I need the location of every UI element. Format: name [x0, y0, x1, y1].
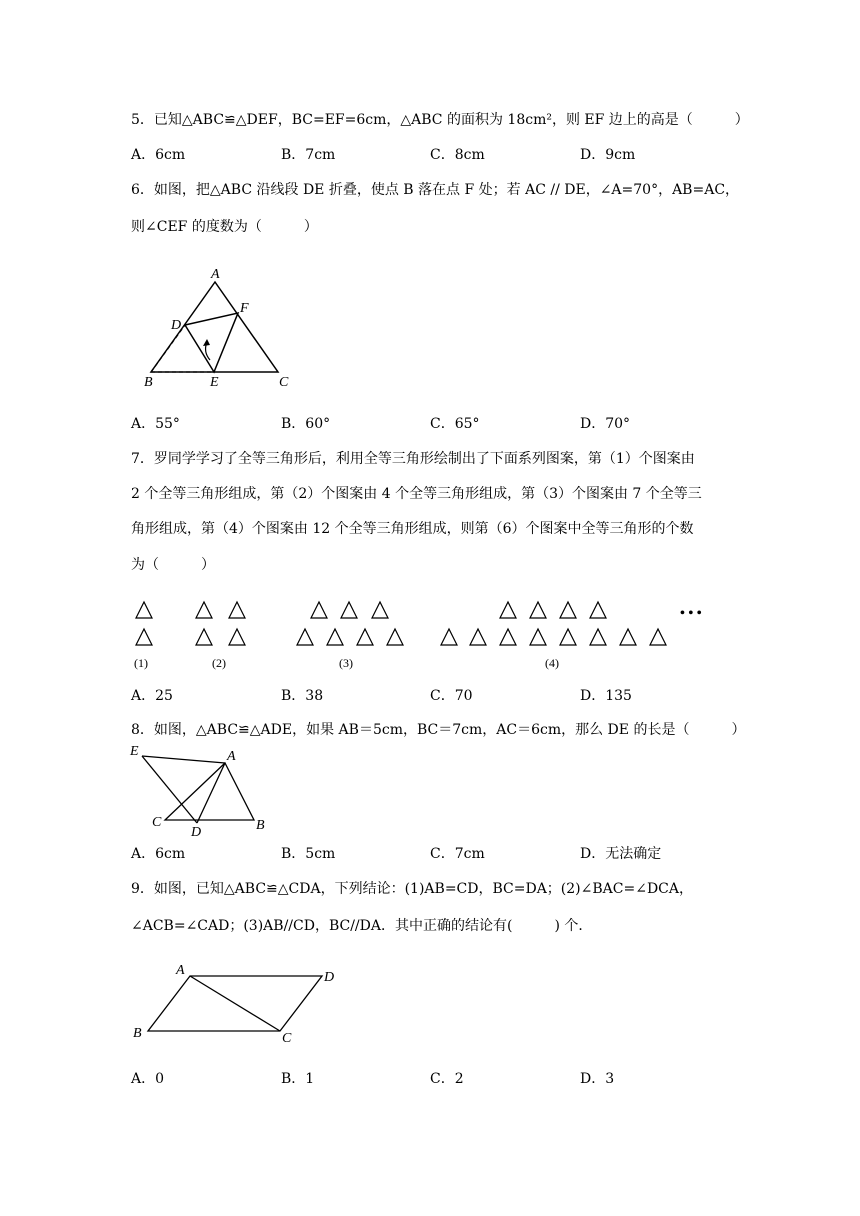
- triangle: [500, 629, 516, 645]
- q9-line1: 9．如图，已知△ABC≌△CDA，下列结论：(1)AB=CD，BC=DA；(2)∠BAC=∠DCA，: [131, 881, 693, 897]
- q6-option-d: D．70°: [580, 416, 631, 432]
- label-c: C: [279, 375, 289, 390]
- segment-ed: [142, 756, 197, 823]
- q5-option-a: A．6cm: [131, 147, 186, 163]
- q6-option-a: A．55°: [131, 416, 180, 432]
- label-e: E: [130, 744, 139, 759]
- q7-line2: 2 个全等三角形组成，第（2）个图案由 4 个全等三角形组成，第（3）个图案由 7 个全等三: [131, 486, 702, 502]
- segment-ad: [197, 763, 225, 823]
- q9-parallelogram-figure: [128, 958, 358, 1048]
- q9-option-a: A．0: [131, 1071, 165, 1087]
- triangle: [196, 629, 212, 645]
- triangle: [327, 629, 343, 645]
- triangle: [560, 602, 576, 618]
- q8-option-a: A．6cm: [131, 846, 186, 862]
- label-c: C: [152, 815, 162, 830]
- triangle: [229, 629, 245, 645]
- q9-option-d: D．3: [580, 1071, 615, 1087]
- pattern-label-2: (2): [212, 656, 226, 670]
- folded-triangle-def: [185, 313, 238, 372]
- triangle: [229, 602, 245, 618]
- label-a: A: [176, 963, 185, 978]
- triangle: [590, 602, 606, 618]
- triangle: [470, 629, 486, 645]
- triangle: [620, 629, 636, 645]
- q5-option-d: D．9cm: [580, 147, 636, 163]
- diagonal-ac: [190, 976, 280, 1031]
- triangle: [341, 602, 357, 618]
- q7-option-c: C．70: [430, 688, 473, 704]
- triangle: [311, 602, 327, 618]
- label-c: C: [282, 1031, 292, 1046]
- q7-line4: 为（ ）: [131, 557, 215, 573]
- q6-line2: 则∠CEF 的度数为（ ）: [131, 219, 318, 235]
- pattern-label-4: (4): [545, 656, 559, 670]
- pattern-label-3: (3): [339, 656, 353, 670]
- q9-option-c: C．2: [430, 1071, 464, 1087]
- ellipsis: • • •: [680, 606, 702, 621]
- q7-line1: 7．罗同学学习了全等三角形后，利用全等三角形绘制出了下面系列图案，第（1）个图案由: [131, 451, 695, 467]
- triangle: [441, 629, 457, 645]
- label-d: D: [324, 970, 335, 985]
- triangle: [297, 629, 313, 645]
- pattern-label-1: (1): [134, 656, 148, 670]
- q8-option-d: D．无法确定: [580, 846, 662, 862]
- q6-line1: 6．如图，把△ABC 沿线段 DE 折叠，使点 B 落在点 F 处；若 AC // DE，∠A=70°，AB=AC，: [131, 182, 740, 198]
- q7-option-a: A．25: [131, 688, 173, 704]
- q9-option-b: B．1: [281, 1071, 315, 1087]
- q6-option-b: B．60°: [281, 416, 331, 432]
- arrow-head-icon: [203, 339, 210, 346]
- q8-text: 8．如图，△ABC≌△ADE，如果 AB＝5cm，BC＝7cm，AC＝6cm，那么 DE 的长是（ ）: [131, 722, 746, 738]
- label-a: A: [211, 267, 220, 282]
- label-e: E: [210, 375, 219, 390]
- label-a: A: [227, 749, 236, 764]
- triangle: [650, 629, 666, 645]
- triangle: [357, 629, 373, 645]
- q6-fold-triangle-figure: [135, 262, 305, 392]
- label-f: F: [240, 301, 249, 316]
- q7-line3: 角形组成，第（4）个图案由 12 个全等三角形组成，则第（6）个图案中全等三角形的个数: [131, 521, 694, 537]
- q5-text: 5．已知△ABC≌△DEF，BC=EF=6cm，△ABC 的面积为 18cm²，则 EF 边上的高是（ ）: [131, 112, 749, 128]
- triangle-abc: [165, 763, 254, 820]
- segment-ea: [142, 756, 225, 763]
- triangle: [196, 602, 212, 618]
- triangle: [560, 629, 576, 645]
- triangle: [530, 629, 546, 645]
- q7-option-b: B．38: [281, 688, 324, 704]
- q5-option-c: C．8cm: [430, 147, 485, 163]
- q9-line2: ∠ACB=∠CAD；(3)AB//CD，BC//DA．其中正确的结论有( ) 个．: [131, 918, 593, 934]
- q8-congruent-triangles-figure: [125, 742, 275, 842]
- q6-option-c: C．65°: [430, 416, 480, 432]
- label-d: D: [171, 318, 182, 333]
- triangle: [530, 602, 546, 618]
- q5-option-b: B．7cm: [281, 147, 336, 163]
- q8-option-b: B．5cm: [281, 846, 336, 862]
- triangle: [136, 629, 152, 645]
- q8-option-c: C．7cm: [430, 846, 485, 862]
- label-b: B: [133, 1026, 142, 1041]
- triangle: [500, 602, 516, 618]
- triangle: [387, 629, 403, 645]
- triangle: [590, 629, 606, 645]
- label-b: B: [144, 375, 153, 390]
- label-b: B: [256, 818, 265, 833]
- q7-option-d: D．135: [580, 688, 632, 704]
- label-d: D: [191, 825, 202, 840]
- triangle: [136, 602, 152, 618]
- q7-triangle-patterns-figure: [130, 595, 730, 675]
- triangle: [372, 602, 388, 618]
